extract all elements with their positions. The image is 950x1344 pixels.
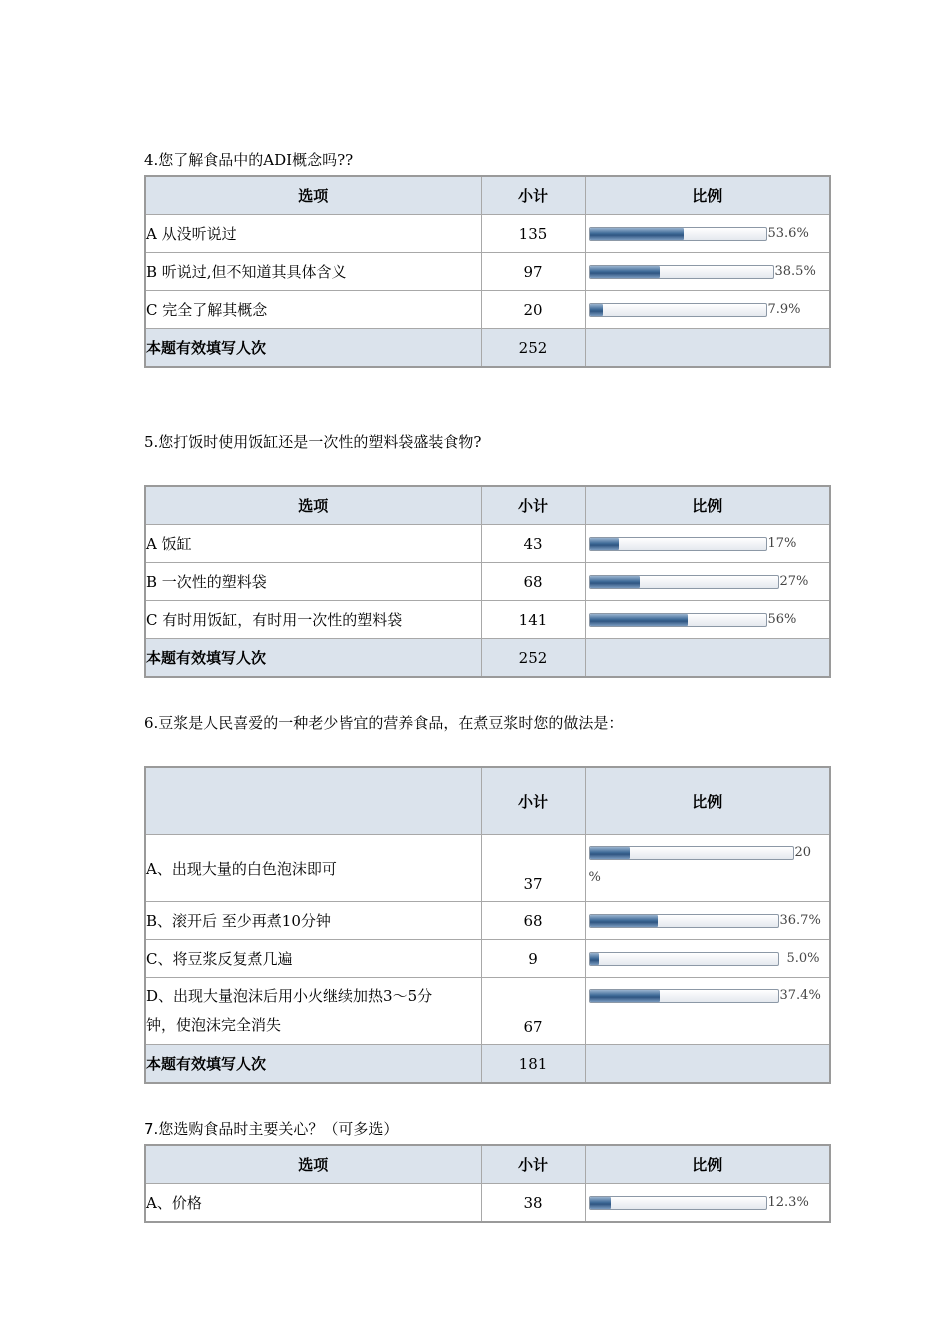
total-row (145, 639, 830, 678)
question-7-number: 7. (144, 1120, 159, 1138)
progress-fill (590, 614, 689, 626)
option-label: C、将豆浆反复煮几遍 (145, 940, 481, 978)
table-row (145, 902, 830, 940)
progress-bar (589, 989, 779, 1003)
option-label-line1: D、出现大量泡沫后用小火继续加热3～5分 (146, 987, 433, 1005)
progress-bar (589, 265, 774, 279)
total-count: 252 (481, 329, 585, 368)
option-label: C 完全了解其概念 (145, 291, 481, 329)
total-label: 本题有效填写人次 (145, 639, 481, 678)
table-row (145, 601, 830, 639)
table-row (145, 291, 830, 329)
option-count: 43 (481, 525, 585, 563)
total-label: 本题有效填写人次 (145, 1045, 481, 1084)
header-ratio: 比例 (585, 1145, 830, 1184)
option-percent: 38.5% (774, 264, 816, 279)
progress-bar (589, 303, 767, 317)
question-7-title (144, 1120, 398, 1138)
progress-bar (589, 575, 779, 589)
header-ratio: 比例 (585, 486, 830, 525)
question-6-title: 6.豆浆是人民喜爱的一种老少皆宜的营养食品，在煮豆浆时您的做法是： (144, 714, 624, 732)
progress-fill (590, 915, 659, 927)
option-count: 141 (481, 601, 585, 639)
progress-bar (589, 613, 767, 627)
question-7-text: 您选购食品时主要关心？（可多选） (158, 1120, 399, 1138)
question-6-table (144, 766, 831, 1084)
progress-bar (589, 537, 767, 551)
option-percent: 56% (767, 612, 797, 627)
option-percent-sign: % (588, 870, 601, 885)
option-label: B 听说过,但不知道其具体含义 (145, 253, 481, 291)
option-percent: 12.3% (767, 1195, 809, 1210)
question-4-table (144, 175, 831, 368)
total-count: 252 (481, 639, 585, 678)
header-ratio: 比例 (585, 176, 830, 215)
option-percent: 7.9% (767, 302, 801, 317)
progress-fill (590, 1197, 612, 1209)
option-percent: 36.7% (779, 913, 821, 928)
header-count: 小计 (481, 176, 585, 215)
progress-fill (590, 576, 641, 588)
question-5-table (144, 485, 831, 678)
total-row (145, 329, 830, 368)
option-count: 68 (481, 902, 585, 940)
table-row (145, 563, 830, 601)
option-percent: 37.4% (779, 988, 821, 1003)
header-count: 小计 (481, 486, 585, 525)
table-row (145, 835, 830, 902)
progress-fill (590, 847, 631, 859)
option-label: B 一次性的塑料袋 (145, 563, 481, 601)
option-percent: 20 (794, 845, 812, 860)
option-count: 68 (481, 563, 585, 601)
option-label: A、出现大量的白色泡沫即可 (145, 835, 481, 902)
option-percent: 53.6% (767, 226, 809, 241)
table-row (145, 940, 830, 978)
progress-bar (589, 227, 767, 241)
option-percent: 5.0% (786, 951, 820, 966)
question-7-table (144, 1144, 831, 1223)
option-count: 97 (481, 253, 585, 291)
option-label: A 饭缸 (145, 525, 481, 563)
header-option: 选项 (145, 486, 481, 525)
table-row (145, 525, 830, 563)
total-label: 本题有效填写人次 (145, 329, 481, 368)
option-count: 37 (481, 835, 585, 902)
table-row (145, 1184, 830, 1223)
total-row (145, 1045, 830, 1084)
option-label (145, 978, 481, 1045)
option-label: B、滚开后 至少再煮10分钟 (145, 902, 481, 940)
question-5-title: 5.您打饭时使用饭缸还是一次性的塑料袋盛装食物? (144, 433, 482, 451)
header-count: 小计 (481, 767, 585, 835)
table-row (145, 215, 830, 253)
progress-fill (590, 990, 660, 1002)
option-count: 135 (481, 215, 585, 253)
table-row (145, 253, 830, 291)
question-4-title: 4.您了解食品中的ADI概念吗?? (144, 151, 354, 169)
option-percent: 17% (767, 536, 797, 551)
header-count: 小计 (481, 1145, 585, 1184)
option-count: 38 (481, 1184, 585, 1223)
progress-fill (590, 266, 660, 278)
header-option: 选项 (145, 1145, 481, 1184)
table-row (145, 978, 830, 1045)
option-count: 20 (481, 291, 585, 329)
total-count: 181 (481, 1045, 585, 1084)
progress-fill (590, 228, 684, 240)
option-count: 67 (481, 978, 585, 1045)
progress-fill (590, 304, 604, 316)
progress-bar (589, 914, 779, 928)
progress-bar (589, 846, 794, 860)
header-option (145, 767, 481, 835)
progress-fill (590, 538, 620, 550)
option-label: A、价格 (145, 1184, 481, 1223)
progress-bar (589, 1196, 767, 1210)
header-ratio: 比例 (585, 767, 830, 835)
option-count: 9 (481, 940, 585, 978)
option-label: A 从没听说过 (145, 215, 481, 253)
progress-bar (589, 952, 779, 966)
header-option: 选项 (145, 176, 481, 215)
option-label-line2: 钟，使泡沫完全消失 (146, 1016, 282, 1034)
option-percent: 27% (779, 574, 809, 589)
option-label: C 有时用饭缸，有时用一次性的塑料袋 (145, 601, 481, 639)
progress-fill (590, 953, 599, 965)
